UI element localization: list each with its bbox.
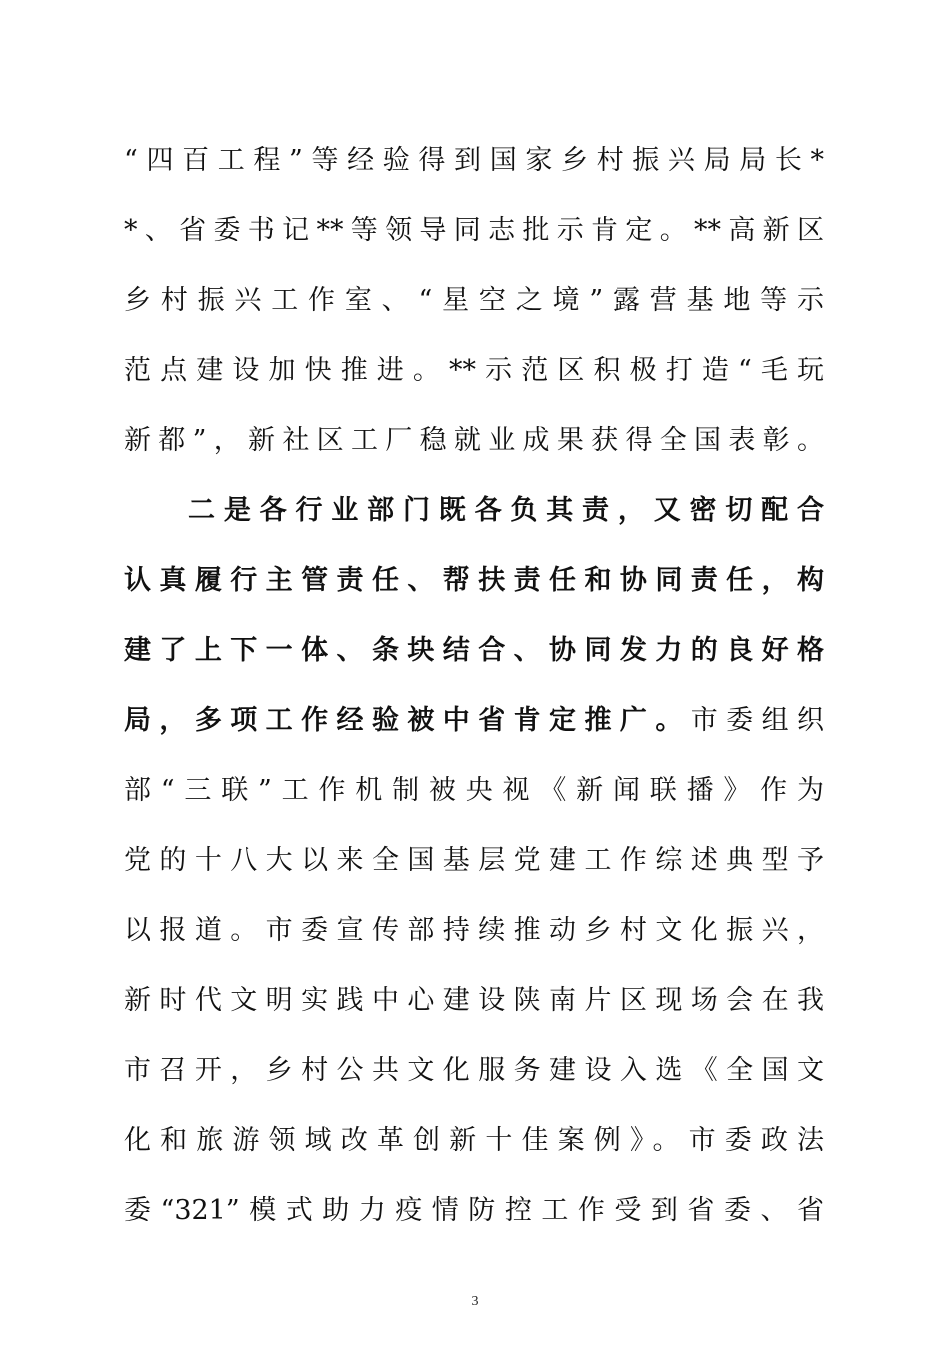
text-line: 化和旅游领域改革创新十佳案例》。市委政法 (124, 1125, 824, 1156)
text-line: “四百工程”等经验得到国家乡村振兴局局长* (124, 145, 824, 176)
text-line: 部“三联”工作机制被央视《新闻联播》作为 (124, 775, 824, 806)
text-line: 新时代文明实践中心建设陕南片区现场会在我 (124, 985, 824, 1016)
text-line: 乡村振兴工作室、“星空之境”露营基地等示 (124, 285, 824, 316)
text-line: 市召开，乡村公共文化服务建设入选《全国文 (124, 1055, 824, 1086)
bold-heading-end: 局，多项工作经验被中省肯定推广。 (124, 705, 691, 736)
text-line: 委“321”模式助力疫情防控工作受到省委、省 (124, 1195, 824, 1226)
text-line: 新都”，新社区工厂稳就业成果获得全国表彰。 (124, 425, 824, 456)
text-line: *、省委书记**等领导同志批示肯定。**高新区 (124, 215, 824, 246)
text-segment: 市委组织 (690, 705, 825, 736)
text-line: 范点建设加快推进。**示范区积极打造“毛玩 (124, 355, 824, 386)
page-number: 3 (471, 1294, 479, 1309)
text-line (124, 686, 824, 756)
text-line: 党的十八大以来全国基层党建工作综述典型予 (124, 845, 824, 876)
bold-heading-line: 认真履行主管责任、帮扶责任和协同责任，构 (124, 565, 824, 596)
bold-heading-line: 建了上下一体、条块结合、协同发力的良好格 (124, 635, 824, 666)
body-text (124, 126, 824, 1246)
text-line: 以报道。市委宣传部持续推动乡村文化振兴， (124, 915, 824, 946)
bold-heading-line: 二是各行业部门既各负其责，又密切配合 (188, 495, 824, 526)
